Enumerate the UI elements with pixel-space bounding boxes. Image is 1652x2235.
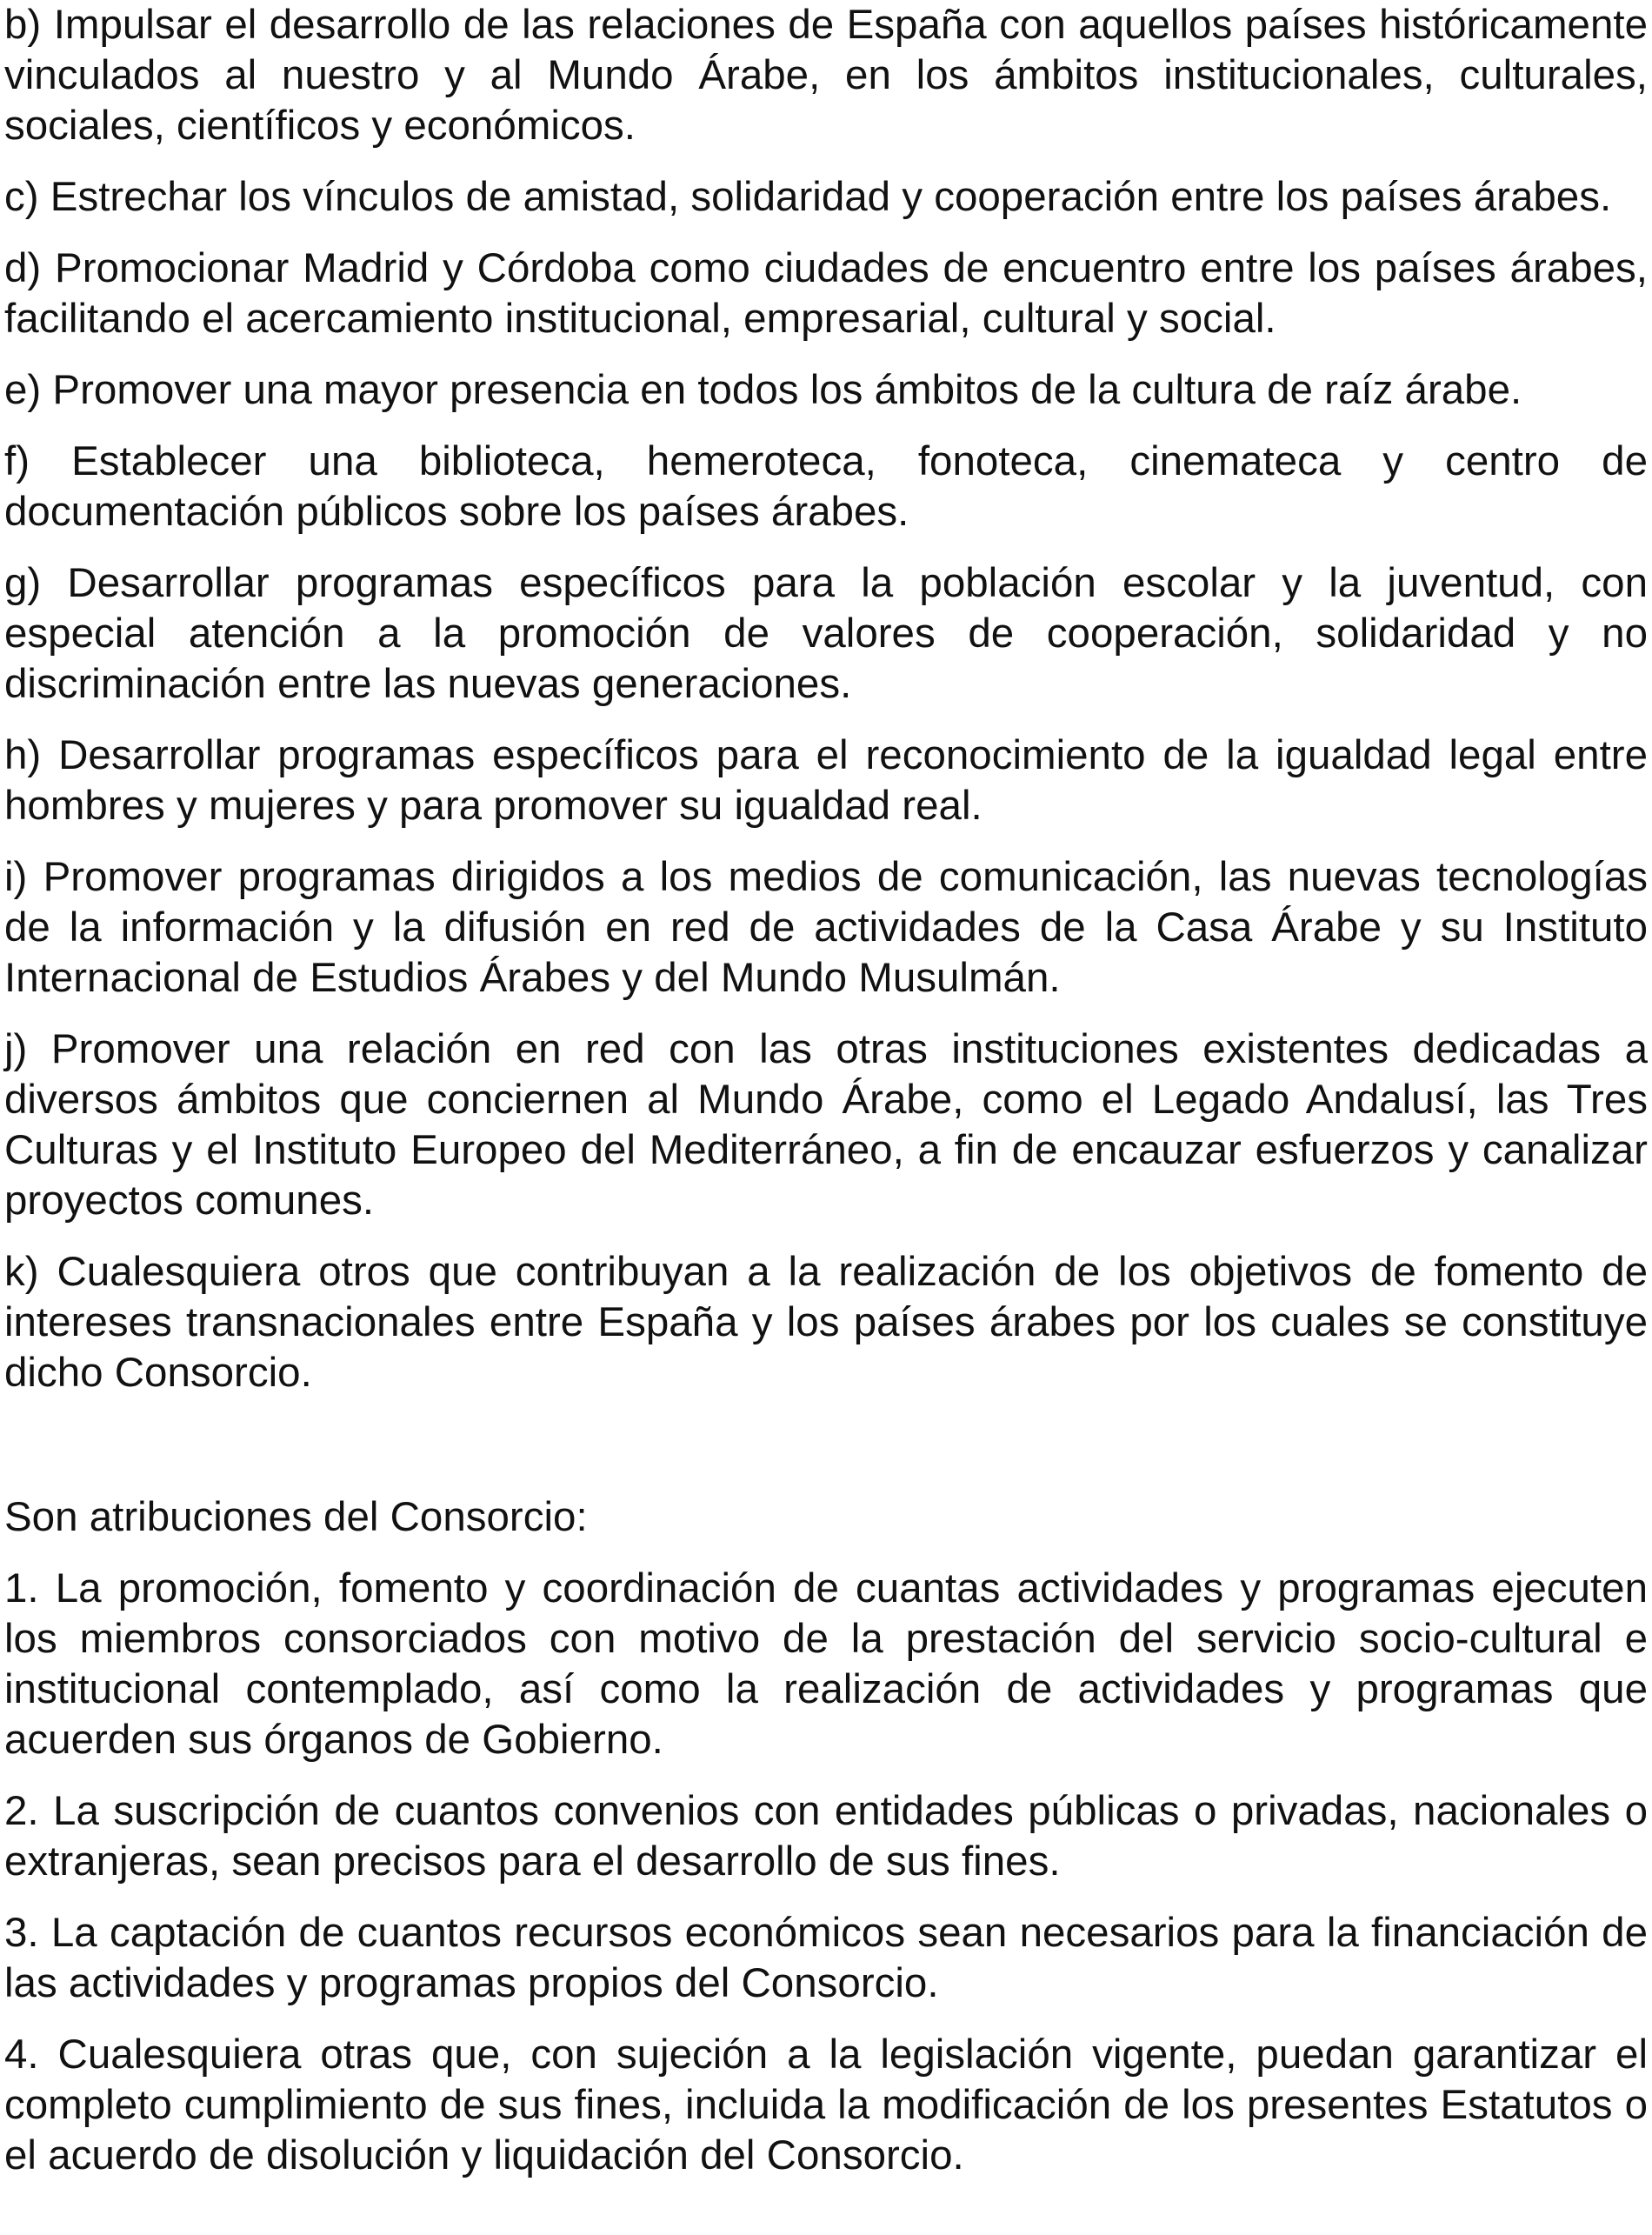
objective-g: g) Desarrollar programas específicos para la población escolar y la juventud, con especial atención a la promoción de valores de cooperación, solidaridad y no discriminación entre las nuevas generaciones.: [4, 560, 1648, 707]
attribution-3: 3. La captación de cuantos recursos económicos sean necesarios para la financiación de las actividades y programas propios del Consorcio.: [4, 1910, 1648, 2006]
objective-c: c) Estrechar los vínculos de amistad, solidaridad y cooperación entre los países árabes.: [4, 174, 1612, 220]
objective-i: i) Promover programas dirigidos a los medios de comunicación, las nuevas tecnologías de la información y la difusión en red de actividades de la Casa Árabe y su Instituto Internacional de Estudios Árabes y del Mundo Musulmán.: [4, 854, 1648, 1001]
section-spacer: [4, 1419, 1648, 1492]
objective-b: b) Impulsar el desarrollo de las relaciones de España con aquellos países históricamente vinculados al nuestro y al Mundo Árabe, en los ámbitos institucionales, culturales, sociales, científicos y económicos.: [4, 2, 1648, 149]
objective-j: j) Promover una relación en red con las otras instituciones existentes dedicadas a diversos ámbitos que conciernen al Mundo Árabe, como el Legado Andalusí, las Tres Culturas y el Instituto Europeo del Mediterráneo, a fin de encauzar esfuerzos y canalizar proyectos comunes.: [4, 1026, 1648, 1224]
objective-h: h) Desarrollar programas específicos para el reconocimiento de la igualdad legal entre hombres y mujeres y para promover su igualdad real.: [4, 732, 1648, 829]
objective-f: f) Establecer una biblioteca, hemeroteca, fonoteca, cinemateca y centro de documentación públicos sobre los países árabes.: [4, 438, 1648, 535]
attribution-1: 1. La promoción, fomento y coordinación de cuantas actividades y programas ejecuten los miembros consorciados con motivo de la prestación del servicio socio-cultural e institucional contemplado, así como la realización de actividades y programas que acuerden sus órganos de Gobierno.: [4, 1565, 1648, 1763]
attribution-4: 4. Cualesquiera otras que, con sujeción a la legislación vigente, puedan garantizar el completo cumplimiento de sus fines, incluida la modificación de los presentes Estatutos o el acuerdo de disolución y liquidación del Consorcio.: [4, 2032, 1648, 2178]
objective-d: d) Promocionar Madrid y Córdoba como ciudades de encuentro entre los países árabes, facilitando el acercamiento institucional, empresarial, cultural y social.: [4, 245, 1648, 342]
attribution-2: 2. La suscripción de cuantos convenios con entidades públicas o privadas, nacionales o extranjeras, sean precisos para el desarrollo de sus fines.: [4, 1788, 1648, 1885]
objective-e: e) Promover una mayor presencia en todos los ámbitos de la cultura de raíz árabe.: [4, 367, 1522, 413]
document-page: [4, 0, 1648, 2202]
objective-k: k) Cualesquiera otros que contribuyan a la realización de los objetivos de fomento de intereses transnacionales entre España y los países árabes por los cuales se constituye dicho Consorcio.: [4, 1249, 1648, 1396]
attributions-heading: Son atribuciones del Consorcio:: [4, 1494, 588, 1540]
